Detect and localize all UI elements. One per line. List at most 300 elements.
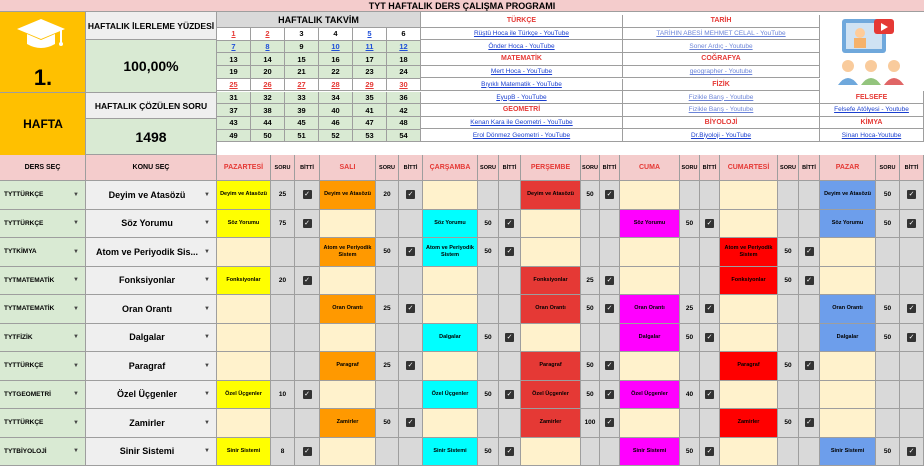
soru-count[interactable] <box>581 438 600 467</box>
calendar-day[interactable]: 17 <box>353 53 387 66</box>
checked-checkbox-icon[interactable]: ✓ <box>407 305 414 313</box>
calendar-day[interactable]: 16 <box>319 53 353 66</box>
soru-count[interactable] <box>271 324 295 353</box>
calendar-day[interactable]: 51 <box>285 130 319 143</box>
checked-checkbox-icon[interactable]: ✓ <box>908 333 915 341</box>
day-topic[interactable] <box>217 409 271 438</box>
day-topic[interactable]: Fonksiyonlar <box>217 267 271 296</box>
soru-count[interactable] <box>271 295 295 324</box>
bitti-cell[interactable] <box>900 381 924 410</box>
checked-checkbox-icon[interactable]: ✓ <box>706 305 713 313</box>
calendar-day[interactable]: 19 <box>217 66 251 79</box>
bitti-cell[interactable] <box>295 295 320 324</box>
bitti-cell[interactable] <box>799 181 820 210</box>
soru-count[interactable]: 25 <box>680 295 700 324</box>
dropdown-triangle-icon[interactable]: ▼ <box>73 391 79 398</box>
soru-count[interactable]: 50 <box>478 238 499 267</box>
day-topic[interactable]: Fonksiyonlar <box>720 267 778 296</box>
subject-link[interactable]: Felsefe Atölyesi - Youtube <box>820 104 924 117</box>
calendar-day[interactable]: 41 <box>353 104 387 117</box>
bitti-cell[interactable] <box>499 210 521 239</box>
dropdown-triangle-icon[interactable]: ▼ <box>73 362 79 369</box>
day-topic[interactable] <box>820 352 876 381</box>
dropdown-triangle-icon[interactable]: ▼ <box>73 419 79 426</box>
konu-select[interactable] <box>86 438 217 467</box>
konu-select[interactable] <box>86 324 217 353</box>
bitti-cell[interactable] <box>499 181 521 210</box>
bitti-cell[interactable] <box>399 381 423 410</box>
bitti-cell[interactable] <box>700 352 720 381</box>
checked-checkbox-icon[interactable]: ✓ <box>606 419 613 427</box>
dropdown-triangle-icon[interactable]: ▼ <box>204 419 210 426</box>
bitti-cell[interactable] <box>799 210 820 239</box>
soru-count[interactable]: 25 <box>271 181 295 210</box>
bitti-cell[interactable] <box>799 352 820 381</box>
bitti-cell[interactable] <box>295 181 320 210</box>
bitti-cell[interactable] <box>900 324 924 353</box>
checked-checkbox-icon[interactable]: ✓ <box>304 191 310 199</box>
checked-checkbox-icon[interactable]: ✓ <box>506 248 513 256</box>
soru-count[interactable] <box>478 409 499 438</box>
bitti-cell[interactable] <box>600 181 620 210</box>
calendar-day[interactable]: 42 <box>387 104 421 117</box>
bitti-cell[interactable] <box>700 295 720 324</box>
bitti-cell[interactable] <box>600 295 620 324</box>
ders-select[interactable] <box>0 210 86 239</box>
bitti-cell[interactable] <box>600 409 620 438</box>
dropdown-triangle-icon[interactable]: ▼ <box>204 248 210 255</box>
calendar-day[interactable]: 43 <box>217 117 251 130</box>
calendar-day[interactable]: 45 <box>285 117 319 130</box>
calendar-day[interactable]: 7 <box>217 41 251 54</box>
soru-count[interactable]: 50 <box>876 324 900 353</box>
day-topic[interactable] <box>320 267 376 296</box>
bitti-cell[interactable] <box>600 352 620 381</box>
calendar-day[interactable]: 22 <box>319 66 353 79</box>
calendar-day[interactable]: 49 <box>217 130 251 143</box>
calendar-day[interactable]: 39 <box>285 104 319 117</box>
dropdown-triangle-icon[interactable]: ▼ <box>204 334 210 341</box>
calendar-day[interactable]: 11 <box>353 41 387 54</box>
checked-checkbox-icon[interactable]: ✓ <box>506 333 513 341</box>
soru-count[interactable] <box>876 352 900 381</box>
soru-count[interactable] <box>376 381 399 410</box>
bitti-cell[interactable] <box>399 267 423 296</box>
day-topic[interactable] <box>320 381 376 410</box>
checked-checkbox-icon[interactable]: ✓ <box>806 362 812 370</box>
bitti-cell[interactable] <box>700 181 720 210</box>
soru-count[interactable]: 50 <box>778 352 799 381</box>
checked-checkbox-icon[interactable]: ✓ <box>606 191 613 199</box>
soru-count[interactable]: 50 <box>876 295 900 324</box>
day-topic[interactable] <box>217 324 271 353</box>
calendar-day[interactable]: 46 <box>319 117 353 130</box>
day-topic[interactable]: Özel Üçgenler <box>423 381 478 410</box>
dropdown-triangle-icon[interactable]: ▼ <box>73 248 79 255</box>
calendar-day[interactable]: 34 <box>319 92 353 105</box>
day-topic[interactable]: Atom ve Periyodik Sistem <box>320 238 376 267</box>
calendar-day[interactable]: 30 <box>387 79 421 92</box>
ders-select[interactable] <box>0 295 86 324</box>
soru-count[interactable]: 25 <box>581 267 600 296</box>
soru-count[interactable]: 50 <box>478 381 499 410</box>
checked-checkbox-icon[interactable]: ✓ <box>908 219 915 227</box>
bitti-cell[interactable] <box>600 267 620 296</box>
bitti-cell[interactable] <box>600 238 620 267</box>
day-topic[interactable] <box>820 238 876 267</box>
day-topic[interactable]: Söz Yorumu <box>620 210 680 239</box>
subject-link[interactable]: Dr.Biyoloji - YouTube <box>623 129 820 142</box>
soru-count[interactable] <box>778 438 799 467</box>
bitti-cell[interactable] <box>499 267 521 296</box>
ders-select[interactable] <box>0 409 86 438</box>
soru-count[interactable] <box>376 438 399 467</box>
bitti-cell[interactable] <box>799 409 820 438</box>
day-topic[interactable]: Deyim ve Atasözü <box>521 181 581 210</box>
soru-count[interactable]: 100 <box>581 409 600 438</box>
day-topic[interactable] <box>820 267 876 296</box>
soru-count[interactable]: 50 <box>581 381 600 410</box>
checked-checkbox-icon[interactable]: ✓ <box>304 390 310 398</box>
calendar-day[interactable]: 52 <box>319 130 353 143</box>
calendar-day[interactable]: 15 <box>285 53 319 66</box>
bitti-cell[interactable] <box>600 210 620 239</box>
day-topic[interactable]: Dalgalar <box>620 324 680 353</box>
bitti-cell[interactable] <box>799 381 820 410</box>
bitti-cell[interactable] <box>900 295 924 324</box>
dropdown-triangle-icon[interactable]: ▼ <box>73 334 79 341</box>
calendar-day[interactable]: 13 <box>217 53 251 66</box>
calendar-day[interactable]: 32 <box>251 92 285 105</box>
day-topic[interactable]: Oran Orantı <box>320 295 376 324</box>
calendar-day[interactable]: 4 <box>319 28 353 41</box>
checked-checkbox-icon[interactable]: ✓ <box>407 362 414 370</box>
day-topic[interactable]: Dalgalar <box>820 324 876 353</box>
day-topic[interactable]: Deyim ve Atasözü <box>217 181 271 210</box>
soru-count[interactable]: 50 <box>778 267 799 296</box>
calendar-day[interactable]: 23 <box>353 66 387 79</box>
soru-count[interactable]: 75 <box>271 210 295 239</box>
soru-count[interactable] <box>271 409 295 438</box>
bitti-cell[interactable] <box>700 438 720 467</box>
checked-checkbox-icon[interactable]: ✓ <box>407 419 414 427</box>
soru-count[interactable] <box>680 181 700 210</box>
checked-checkbox-icon[interactable]: ✓ <box>706 390 713 398</box>
calendar-day[interactable]: 48 <box>387 117 421 130</box>
subject-link[interactable]: Bıyıklı Matematik - YouTube <box>421 79 623 92</box>
soru-count[interactable] <box>376 324 399 353</box>
calendar-day[interactable]: 36 <box>387 92 421 105</box>
day-topic[interactable]: Özel Üçgenler <box>217 381 271 410</box>
dropdown-triangle-icon[interactable]: ▼ <box>204 191 210 198</box>
day-topic[interactable] <box>620 267 680 296</box>
day-topic[interactable]: Zamirler <box>320 409 376 438</box>
subject-link[interactable]: Fizikle Barış - Youtube <box>623 91 820 104</box>
soru-count[interactable] <box>680 352 700 381</box>
day-topic[interactable] <box>521 324 581 353</box>
soru-count[interactable] <box>876 409 900 438</box>
bitti-cell[interactable] <box>499 295 521 324</box>
soru-count[interactable] <box>876 381 900 410</box>
day-topic[interactable] <box>320 438 376 467</box>
day-topic[interactable] <box>620 352 680 381</box>
calendar-day[interactable]: 54 <box>387 130 421 143</box>
dropdown-triangle-icon[interactable]: ▼ <box>204 448 210 455</box>
calendar-day[interactable]: 53 <box>353 130 387 143</box>
konu-select[interactable] <box>86 210 217 239</box>
day-topic[interactable]: Paragraf <box>720 352 778 381</box>
day-topic[interactable]: Atom ve Periyodik Sistem <box>423 238 478 267</box>
day-topic[interactable] <box>217 238 271 267</box>
bitti-cell[interactable] <box>499 352 521 381</box>
dropdown-triangle-icon[interactable]: ▼ <box>204 391 210 398</box>
bitti-cell[interactable] <box>295 267 320 296</box>
soru-count[interactable]: 50 <box>478 438 499 467</box>
subject-link[interactable]: geographer - Youtube <box>623 66 820 79</box>
calendar-day[interactable]: 20 <box>251 66 285 79</box>
bitti-cell[interactable] <box>700 324 720 353</box>
day-topic[interactable]: Fonksiyonlar <box>521 267 581 296</box>
day-topic[interactable]: Deyim ve Atasözü <box>320 181 376 210</box>
checked-checkbox-icon[interactable]: ✓ <box>806 419 812 427</box>
bitti-cell[interactable] <box>399 181 423 210</box>
calendar-day[interactable]: 40 <box>319 104 353 117</box>
soru-count[interactable]: 50 <box>478 324 499 353</box>
day-topic[interactable] <box>320 324 376 353</box>
bitti-cell[interactable] <box>295 409 320 438</box>
ders-select[interactable] <box>0 267 86 296</box>
calendar-day[interactable]: 44 <box>251 117 285 130</box>
bitti-cell[interactable] <box>799 267 820 296</box>
day-topic[interactable]: Oran Orantı <box>620 295 680 324</box>
soru-count[interactable] <box>478 181 499 210</box>
soru-count[interactable] <box>876 238 900 267</box>
day-topic[interactable] <box>720 181 778 210</box>
calendar-day[interactable]: 8 <box>251 41 285 54</box>
soru-count[interactable] <box>581 324 600 353</box>
soru-count[interactable] <box>778 181 799 210</box>
bitti-cell[interactable] <box>499 381 521 410</box>
calendar-day[interactable]: 29 <box>353 79 387 92</box>
calendar-day[interactable]: 37 <box>217 104 251 117</box>
soru-count[interactable] <box>680 267 700 296</box>
bitti-cell[interactable] <box>295 238 320 267</box>
day-topic[interactable] <box>620 238 680 267</box>
checked-checkbox-icon[interactable]: ✓ <box>304 276 310 284</box>
soru-count[interactable] <box>680 238 700 267</box>
subject-link[interactable]: TARİHIN ABESİ MEHMET CELAL - YouTube <box>623 28 820 41</box>
soru-count[interactable]: 50 <box>478 210 499 239</box>
bitti-cell[interactable] <box>295 352 320 381</box>
day-topic[interactable]: Dalgalar <box>423 324 478 353</box>
checked-checkbox-icon[interactable]: ✓ <box>908 305 915 313</box>
bitti-cell[interactable] <box>600 438 620 467</box>
subject-link[interactable]: Önder Hoca - YouTube <box>421 40 623 53</box>
checked-checkbox-icon[interactable]: ✓ <box>806 248 812 256</box>
konu-select[interactable] <box>86 267 217 296</box>
dropdown-triangle-icon[interactable]: ▼ <box>73 277 79 284</box>
day-topic[interactable]: Oran Orantı <box>521 295 581 324</box>
dropdown-triangle-icon[interactable]: ▼ <box>204 362 210 369</box>
bitti-cell[interactable] <box>900 181 924 210</box>
day-topic[interactable] <box>423 409 478 438</box>
day-topic[interactable] <box>423 181 478 210</box>
dropdown-triangle-icon[interactable]: ▼ <box>73 191 79 198</box>
dropdown-triangle-icon[interactable]: ▼ <box>204 277 210 284</box>
soru-count[interactable] <box>778 324 799 353</box>
soru-count[interactable]: 50 <box>778 409 799 438</box>
konu-select[interactable] <box>86 352 217 381</box>
bitti-cell[interactable] <box>295 324 320 353</box>
soru-count[interactable]: 50 <box>680 324 700 353</box>
subject-link[interactable]: Mert Hoca - YouTube <box>421 66 623 79</box>
calendar-day[interactable]: 25 <box>217 79 251 92</box>
day-topic[interactable] <box>423 295 478 324</box>
soru-count[interactable]: 50 <box>680 210 700 239</box>
soru-count[interactable]: 40 <box>680 381 700 410</box>
dropdown-triangle-icon[interactable]: ▼ <box>73 305 79 312</box>
day-topic[interactable] <box>620 409 680 438</box>
day-topic[interactable]: Söz Yorumu <box>820 210 876 239</box>
bitti-cell[interactable] <box>295 438 320 467</box>
subject-link[interactable]: Rüştü Hoca ile Türkçe - YouTube <box>421 28 623 41</box>
soru-count[interactable]: 50 <box>581 295 600 324</box>
day-topic[interactable] <box>820 409 876 438</box>
calendar-day[interactable]: 50 <box>251 130 285 143</box>
soru-count[interactable]: 8 <box>271 438 295 467</box>
checked-checkbox-icon[interactable]: ✓ <box>606 362 613 370</box>
soru-count[interactable]: 50 <box>581 352 600 381</box>
konu-select[interactable] <box>86 295 217 324</box>
day-topic[interactable] <box>620 181 680 210</box>
day-topic[interactable] <box>521 210 581 239</box>
bitti-cell[interactable] <box>399 295 423 324</box>
ders-select[interactable] <box>0 352 86 381</box>
calendar-day[interactable]: 14 <box>251 53 285 66</box>
checked-checkbox-icon[interactable]: ✓ <box>506 219 513 227</box>
soru-count[interactable] <box>271 352 295 381</box>
soru-count[interactable] <box>581 210 600 239</box>
subject-link[interactable]: EyupB - YouTube <box>421 91 623 104</box>
calendar-day[interactable]: 3 <box>285 28 319 41</box>
bitti-cell[interactable] <box>900 352 924 381</box>
bitti-cell[interactable] <box>499 324 521 353</box>
subject-link[interactable]: Soner Ardıç - Youtube <box>623 40 820 53</box>
calendar-day[interactable]: 33 <box>285 92 319 105</box>
calendar-day[interactable]: 18 <box>387 53 421 66</box>
subject-link[interactable]: Sinan Hoca-Youtube <box>820 129 924 142</box>
day-topic[interactable]: Zamirler <box>521 409 581 438</box>
bitti-cell[interactable] <box>700 210 720 239</box>
checked-checkbox-icon[interactable]: ✓ <box>606 390 613 398</box>
calendar-day[interactable]: 35 <box>353 92 387 105</box>
soru-count[interactable]: 25 <box>376 352 399 381</box>
soru-count[interactable] <box>478 295 499 324</box>
konu-select[interactable] <box>86 409 217 438</box>
soru-count[interactable] <box>778 295 799 324</box>
soru-count[interactable] <box>778 210 799 239</box>
day-topic[interactable]: Söz Yorumu <box>423 210 478 239</box>
day-topic[interactable]: Zamirler <box>720 409 778 438</box>
checked-checkbox-icon[interactable]: ✓ <box>407 248 414 256</box>
bitti-cell[interactable] <box>700 267 720 296</box>
day-topic[interactable] <box>720 381 778 410</box>
checked-checkbox-icon[interactable]: ✓ <box>506 390 513 398</box>
day-topic[interactable]: Sinir Sistemi <box>423 438 478 467</box>
calendar-day[interactable]: 47 <box>353 117 387 130</box>
bitti-cell[interactable] <box>499 238 521 267</box>
day-topic[interactable] <box>720 324 778 353</box>
day-topic[interactable] <box>820 381 876 410</box>
checked-checkbox-icon[interactable]: ✓ <box>606 276 613 284</box>
calendar-day[interactable]: 1 <box>217 28 251 41</box>
bitti-cell[interactable] <box>799 238 820 267</box>
soru-count[interactable]: 50 <box>376 409 399 438</box>
day-topic[interactable]: Oran Orantı <box>820 295 876 324</box>
ders-select[interactable] <box>0 381 86 410</box>
bitti-cell[interactable] <box>295 381 320 410</box>
day-topic[interactable] <box>521 238 581 267</box>
calendar-day[interactable]: 6 <box>387 28 421 41</box>
calendar-day[interactable]: 24 <box>387 66 421 79</box>
bitti-cell[interactable] <box>399 352 423 381</box>
calendar-day[interactable]: 9 <box>285 41 319 54</box>
soru-count[interactable] <box>478 352 499 381</box>
bitti-cell[interactable] <box>799 324 820 353</box>
calendar-day[interactable]: 5 <box>353 28 387 41</box>
bitti-cell[interactable] <box>900 210 924 239</box>
soru-count[interactable]: 20 <box>271 267 295 296</box>
bitti-cell[interactable] <box>600 324 620 353</box>
soru-count[interactable] <box>581 238 600 267</box>
subject-link[interactable]: Fizikle Barış - Youtube <box>623 104 820 117</box>
day-topic[interactable] <box>217 295 271 324</box>
day-topic[interactable]: Söz Yorumu <box>217 210 271 239</box>
soru-count[interactable]: 50 <box>876 181 900 210</box>
calendar-day[interactable]: 2 <box>251 28 285 41</box>
bitti-cell[interactable] <box>700 381 720 410</box>
dropdown-triangle-icon[interactable]: ▼ <box>204 220 210 227</box>
calendar-day[interactable]: 28 <box>319 79 353 92</box>
day-topic[interactable]: Sinir Sistemi <box>217 438 271 467</box>
calendar-day[interactable]: 27 <box>285 79 319 92</box>
day-topic[interactable]: Atom ve Periyodik Sistem <box>720 238 778 267</box>
soru-count[interactable]: 20 <box>376 181 399 210</box>
bitti-cell[interactable] <box>499 409 521 438</box>
dropdown-triangle-icon[interactable]: ▼ <box>73 448 79 455</box>
bitti-cell[interactable] <box>799 295 820 324</box>
calendar-day[interactable]: 31 <box>217 92 251 105</box>
checked-checkbox-icon[interactable]: ✓ <box>706 219 713 227</box>
soru-count[interactable]: 50 <box>376 238 399 267</box>
soru-count[interactable]: 50 <box>680 438 700 467</box>
calendar-day[interactable]: 38 <box>251 104 285 117</box>
checked-checkbox-icon[interactable]: ✓ <box>606 305 613 313</box>
day-topic[interactable] <box>423 352 478 381</box>
dropdown-triangle-icon[interactable]: ▼ <box>73 220 79 227</box>
checked-checkbox-icon[interactable]: ✓ <box>304 447 310 455</box>
soru-count[interactable]: 50 <box>581 181 600 210</box>
day-topic[interactable] <box>720 295 778 324</box>
soru-count[interactable] <box>376 210 399 239</box>
bitti-cell[interactable] <box>399 238 423 267</box>
soru-count[interactable] <box>778 381 799 410</box>
bitti-cell[interactable] <box>399 438 423 467</box>
checked-checkbox-icon[interactable]: ✓ <box>706 333 713 341</box>
day-topic[interactable]: Paragraf <box>521 352 581 381</box>
soru-count[interactable] <box>876 267 900 296</box>
soru-count[interactable] <box>271 238 295 267</box>
